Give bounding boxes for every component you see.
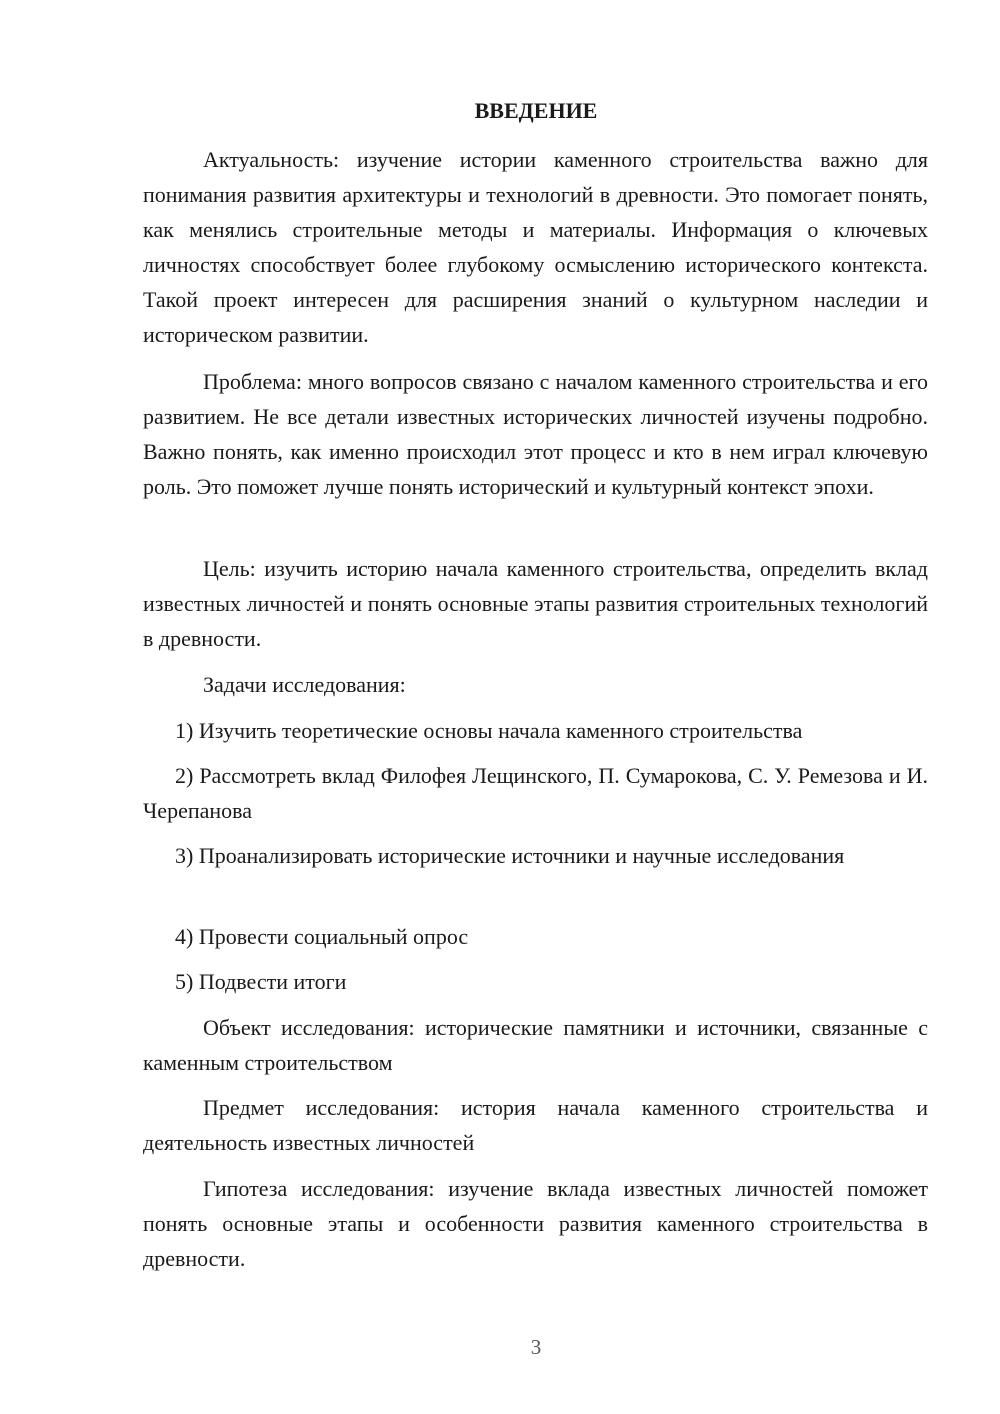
paragraph-relevance: Актуальность: изучение истории каменного строительства важно для понимания развития архитектуры и технологий в древности. Это помогает понять, как менялись строительные методы и материалы. Информация о ключевых личностях способствует более глубокому осмыслению исторического контекста. Такой проект интересен для расширения знаний о культурном наследии и историческом развитии. [143,147,928,347]
page-number: 3 [530,1335,542,1359]
task-item-3: 3) Проанализировать исторические источники и научные исследования [175,843,845,868]
paragraph-object: Объект исследования: исторические памятники и источники, связанные с каменным строительством [143,1015,928,1075]
task-item-4: 4) Провести социальный опрос [175,924,469,949]
paragraph-subject: Предмет исследования: история начала каменного строительства и деятельность известных личностей [143,1095,928,1155]
page-title: ВВЕДЕНИЕ [474,98,598,123]
tasks-heading: Задачи исследования: [203,672,406,697]
task-item-1: 1) Изучить теоретические основы начала каменного строительства [175,718,803,743]
paragraph-goal: Цель: изучить историю начала каменного строительства, определить вклад известных личностей и понять основные этапы развития строительных технологий в древности. [143,556,928,651]
paragraph-hypothesis: Гипотеза исследования: изучение вклада известных личностей поможет понять основные этапы и особенности развития каменного строительства в древности. [143,1176,928,1271]
task-item-5: 5) Подвести итоги [175,969,347,994]
task-item-2: 2) Рассмотреть вклад Филофея Лещинского, П. Сумарокова, С. У. Ремезова и И. Черепанова [143,763,928,823]
paragraph-problem: Проблема: много вопросов связано с началом каменного строительства и его развитием. Не все детали известных исторических личностей изучены подробно. Важно понять, как именно происходил этот процесс и кто в нем играл ключевую роль. Это поможет лучше понять исторический и культурный контекст эпохи. [143,369,928,499]
